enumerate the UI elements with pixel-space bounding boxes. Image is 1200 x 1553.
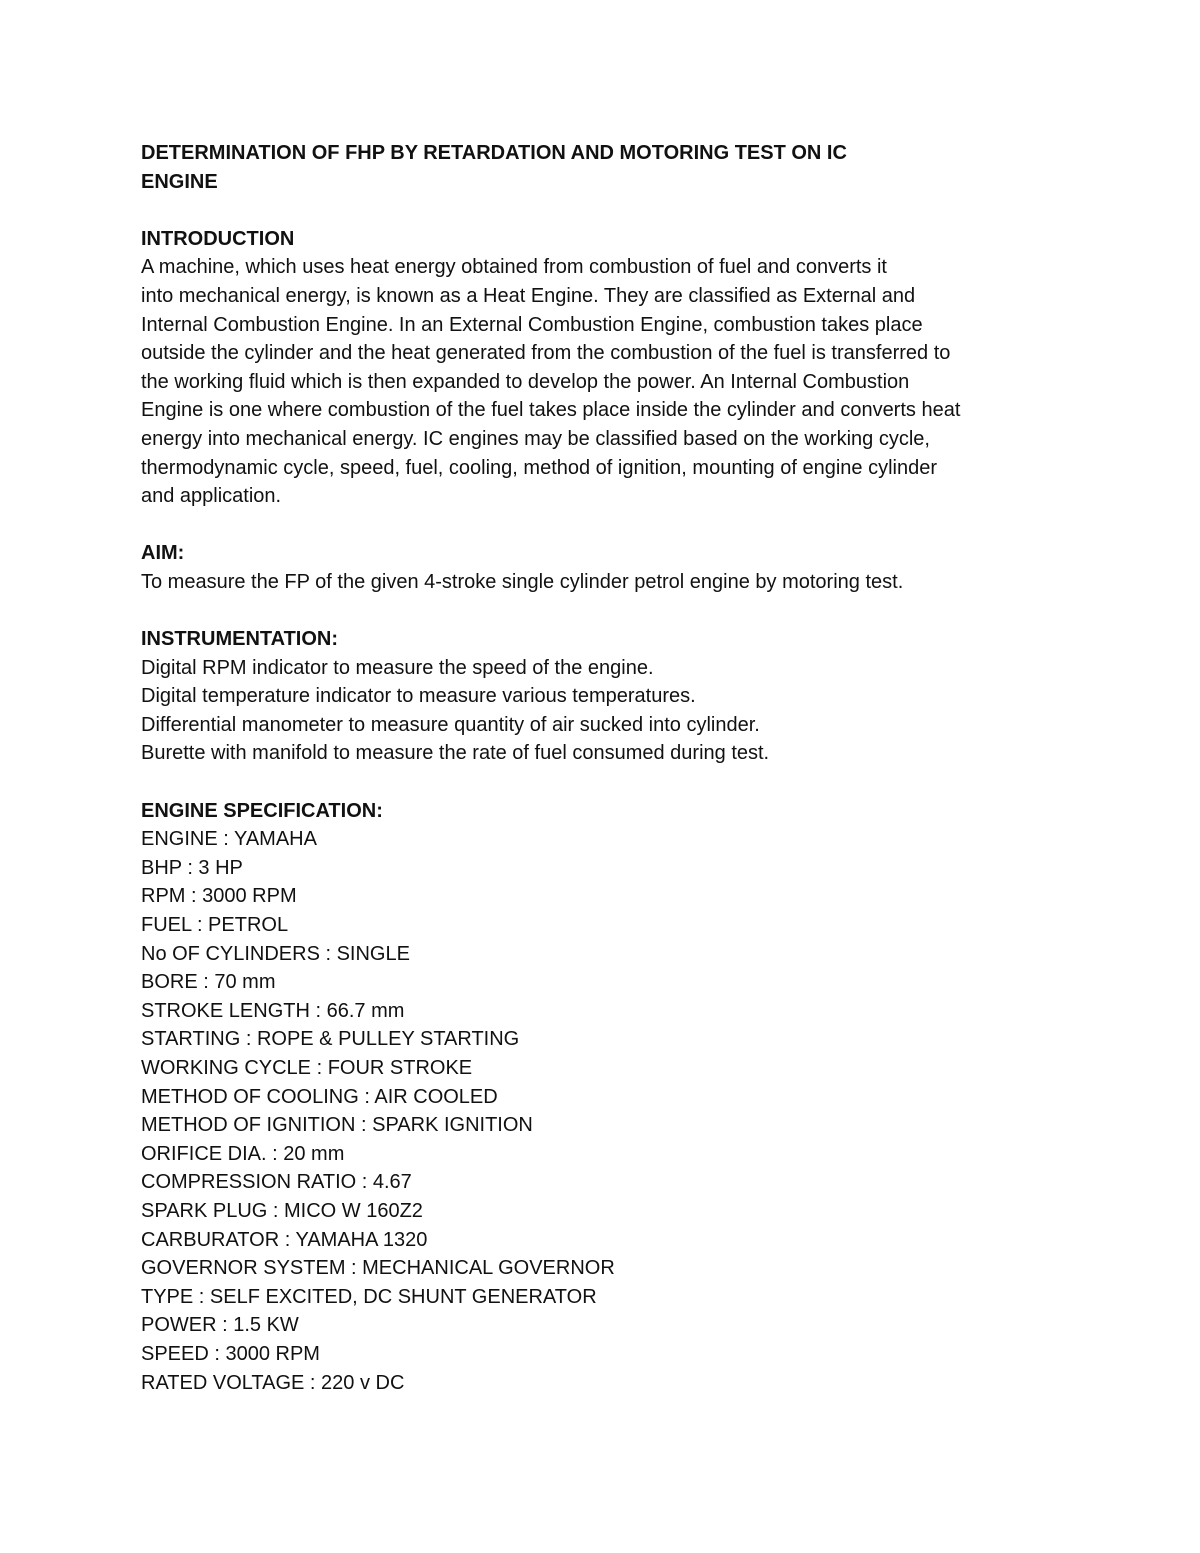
title-line: DETERMINATION OF FHP BY RETARDATION AND MOTORING TEST ON IC (141, 142, 847, 164)
document-title (141, 139, 1141, 196)
spec-line: ORIFICE DIA. : 20 mm (141, 1142, 345, 1165)
spec-line: BHP : 3 HP (141, 856, 243, 879)
spec-line: METHOD OF IGNITION : SPARK IGNITION (141, 1114, 533, 1137)
spacer (141, 196, 1141, 225)
paragraph-line: To measure the FP of the given 4-stroke single cylinder petrol engine by motoring test. (141, 570, 904, 593)
spec-line: RATED VOLTAGE : 220 v DC (141, 1371, 405, 1394)
paragraph-line: the working fluid which is then expanded to develop the power. An Internal Combustion (141, 370, 910, 393)
paragraph-line: into mechanical energy, is known as a Heat Engine. They are classified as External and (141, 284, 916, 307)
section-heading: INSTRUMENTATION: (141, 628, 339, 651)
spec-line: COMPRESSION RATIO : 4.67 (141, 1171, 412, 1194)
spec-line: SPEED : 3000 RPM (141, 1342, 320, 1365)
paragraph-line: Internal Combustion Engine. In an External Combustion Engine, combustion takes place (141, 313, 923, 336)
title-line: ENGINE (141, 170, 218, 193)
instrument-line: Digital RPM indicator to measure the speed of the engine. (141, 656, 654, 679)
spacer (141, 597, 1141, 626)
spec-line: SPARK PLUG : MICO W 160Z2 (141, 1199, 423, 1222)
section-heading: AIM: (141, 542, 185, 565)
spec-line: STARTING : ROPE & PULLEY STARTING (141, 1028, 520, 1051)
spec-line: CARBURATOR : YAMAHA 1320 (141, 1228, 428, 1251)
spec-line: STROKE LENGTH : 66.7 mm (141, 999, 405, 1022)
paragraph-line: thermodynamic cycle, speed, fuel, cooling, method of ignition, mounting of engine cylinder (141, 456, 938, 479)
spec-line: FUEL : PETROL (141, 914, 289, 937)
instrument-line: Differential manometer to measure quantity of air sucked into cylinder. (141, 713, 760, 736)
engine-specification-section (141, 797, 1141, 1397)
spec-line: GOVERNOR SYSTEM : MECHANICAL GOVERNOR (141, 1257, 615, 1280)
paragraph-line: outside the cylinder and the heat generated from the combustion of the fuel is transferred to (141, 342, 951, 365)
spec-line: POWER : 1.5 KW (141, 1314, 299, 1337)
section-heading: INTRODUCTION (141, 227, 295, 250)
spec-line: ENGINE : YAMAHA (141, 828, 317, 851)
spec-line: RPM : 3000 RPM (141, 885, 297, 908)
paragraph-line: Engine is one where combustion of the fuel takes place inside the cylinder and converts heat (141, 399, 961, 422)
spec-line: WORKING CYCLE : FOUR STROKE (141, 1057, 473, 1079)
spacer (141, 768, 1141, 797)
spacer (141, 511, 1141, 540)
instrumentation-section (141, 625, 1141, 768)
spec-line: No OF CYLINDERS : SINGLE (141, 942, 410, 965)
introduction-section (141, 225, 1141, 511)
document-page (141, 139, 1141, 1397)
instrument-line: Burette with manifold to measure the rate of fuel consumed during test. (141, 742, 770, 765)
instrument-line: Digital temperature indicator to measure various temperatures. (141, 685, 696, 708)
aim-section (141, 539, 1141, 596)
spec-line: TYPE : SELF EXCITED, DC SHUNT GENERATOR (141, 1285, 597, 1308)
paragraph-line: and application. (141, 485, 282, 508)
spec-line: METHOD OF COOLING : AIR COOLED (141, 1085, 498, 1108)
section-heading: ENGINE SPECIFICATION: (141, 799, 383, 822)
paragraph-line: energy into mechanical energy. IC engines may be classified based on the working cycle, (141, 427, 930, 450)
paragraph-line: A machine, which uses heat energy obtained from combustion of fuel and converts it (141, 256, 887, 279)
spec-line: BORE : 70 mm (141, 971, 276, 994)
